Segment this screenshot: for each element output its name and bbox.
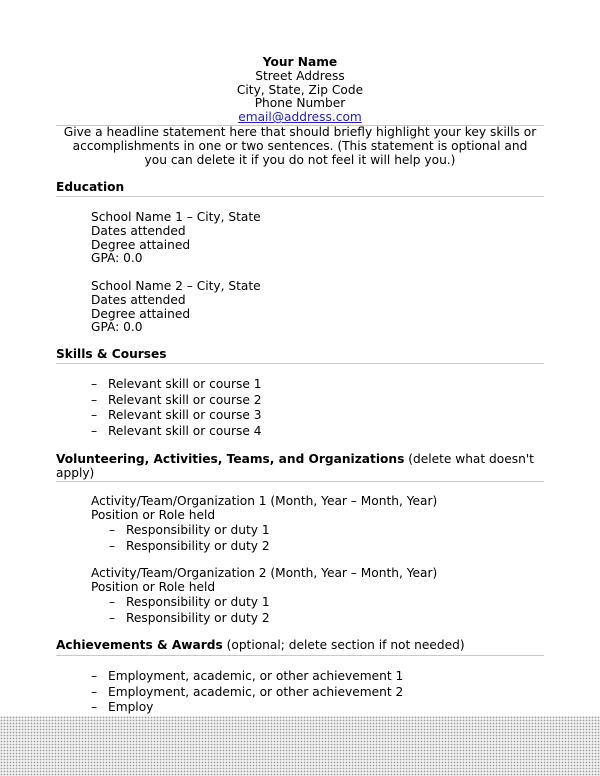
duties-list bbox=[109, 596, 270, 627]
list-item: – Employment, academic, or other achievement 2 bbox=[91, 686, 403, 702]
list-item: – Relevant skill or course 3 bbox=[91, 409, 262, 425]
name-heading: Your Name bbox=[262, 55, 338, 69]
school-degree: Degree attained bbox=[91, 237, 191, 252]
list-item: – Responsibility or duty 1 bbox=[109, 524, 270, 540]
headline-statement: Give a headline statement here that should briefly highlight your key skills or accomplishments in one or two sentences. (This statement is optional and you can delete it if you do not feel it will help you.) bbox=[63, 125, 537, 167]
list-item: – Employment, academic, or other achievement 1 bbox=[91, 670, 403, 686]
skills-divider bbox=[56, 363, 544, 364]
list-item: – Relevant skill or course 4 bbox=[91, 425, 262, 441]
education-title: Education bbox=[56, 180, 125, 194]
school-dates: Dates attended bbox=[91, 223, 186, 238]
list-item: – Responsibility or duty 1 bbox=[109, 596, 270, 612]
list-item: – Employ bbox=[91, 701, 403, 717]
achievements-heading bbox=[56, 639, 546, 653]
list-item: – Responsibility or duty 2 bbox=[109, 612, 270, 628]
school-degree: Degree attained bbox=[91, 306, 191, 321]
list-item: – Relevant skill or course 2 bbox=[91, 394, 262, 410]
city-state-zip: City, State, Zip Code bbox=[236, 82, 364, 97]
contact-header bbox=[0, 56, 600, 125]
skills-title: Skills & Courses bbox=[56, 347, 167, 361]
education-heading bbox=[56, 181, 546, 195]
activity-entry bbox=[91, 567, 437, 595]
phone-number: Phone Number bbox=[254, 96, 346, 111]
list-item: – Relevant skill or course 1 bbox=[91, 378, 262, 394]
school-gpa: GPA: 0.0 bbox=[91, 320, 143, 335]
school-name: School Name 2 – City, State bbox=[91, 279, 261, 293]
activity-org: Activity/Team/Organization 2 (Month, Year – Month, Year) bbox=[91, 566, 438, 580]
list-item: – Responsibility or duty 2 bbox=[109, 540, 270, 556]
school-dates: Dates attended bbox=[91, 292, 186, 307]
school-name: School Name 1 – City, State bbox=[91, 210, 261, 224]
email-link[interactable]: email@address.com bbox=[238, 110, 362, 125]
school-gpa: GPA: 0.0 bbox=[91, 251, 143, 266]
activity-entry bbox=[91, 495, 437, 523]
activity-org: Activity/Team/Organization 1 (Month, Year – Month, Year) bbox=[91, 494, 438, 508]
achievements-note: (optional; delete section if not needed) bbox=[226, 638, 465, 652]
page-fade-overlay bbox=[0, 716, 600, 776]
street-address: Street Address bbox=[255, 68, 345, 83]
achievements-list bbox=[91, 670, 403, 717]
school-entry bbox=[91, 211, 261, 266]
volunteering-divider bbox=[56, 481, 544, 482]
volunteering-title: Volunteering, Activities, Teams, and Organizations bbox=[56, 452, 405, 466]
skills-heading bbox=[56, 348, 546, 362]
achievements-divider bbox=[56, 655, 544, 656]
volunteering-heading bbox=[56, 453, 546, 481]
education-divider bbox=[56, 196, 544, 197]
volunteering-note: (delete what doesn't apply) bbox=[56, 452, 534, 480]
activity-role: Position or Role held bbox=[91, 507, 216, 522]
school-entry bbox=[91, 280, 261, 335]
skills-list bbox=[91, 378, 262, 440]
achievements-title: Achievements & Awards bbox=[56, 638, 223, 652]
duties-list bbox=[109, 524, 270, 555]
activity-role: Position or Role held bbox=[91, 579, 216, 594]
